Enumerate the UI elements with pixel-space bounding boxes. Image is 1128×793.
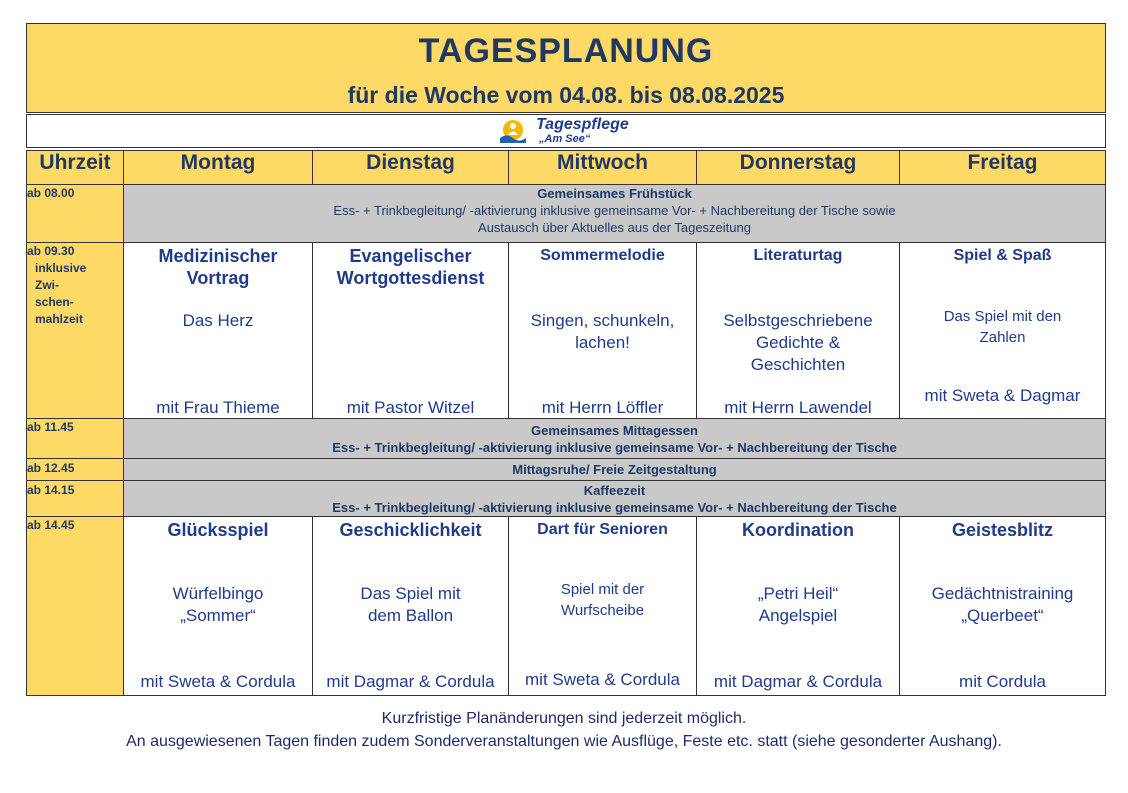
activity-cell-thursday (697, 517, 900, 696)
activity-title: Sommermelodie (540, 247, 665, 264)
coffee-band (124, 481, 1106, 517)
activity-host: mit Herrn Lawendel (724, 398, 872, 417)
logo-row (26, 114, 1106, 148)
band-line: Austausch über Aktuelles aus der Tageszeitung (478, 220, 751, 235)
time-line: ab 09.30 (27, 244, 75, 258)
activity-cell-monday (124, 243, 313, 419)
table-row (27, 243, 1106, 419)
activity-title: Geschicklichkeit (339, 520, 482, 540)
activity-host: mit Cordula (959, 672, 1046, 691)
activity-title: Koordination (742, 520, 854, 540)
activity-description: Das Spiel mit dem Ballon (360, 584, 461, 625)
activity-cell-monday (124, 517, 313, 696)
time-line: inklusive (35, 261, 87, 275)
header-row (27, 151, 1106, 185)
table-row (27, 185, 1106, 243)
table-row (27, 419, 1106, 459)
activity-title: Medizinischer Vortrag (158, 246, 278, 288)
activity-title: Spiel & Spaß (953, 247, 1052, 264)
time-line: schen- (35, 295, 74, 309)
activity-title: Evangelischer Wortgottesdienst (336, 246, 485, 288)
activity-host: mit Sweta & Cordula (140, 672, 296, 691)
table-row (27, 517, 1106, 696)
activity-title: Glücksspiel (167, 520, 269, 540)
activity-cell-wednesday (509, 243, 697, 419)
time-cell: ab 11.45 (27, 419, 124, 459)
band-line: Ess- + Trinkbegleitung/ -aktivierung inklusive gemeinsame Vor- + Nachbereitung der Tische (332, 439, 897, 455)
activity-cell-wednesday (509, 517, 697, 696)
column-header-wednesday: Mittwoch (509, 151, 697, 185)
activity-host: mit Dagmar & Cordula (326, 672, 495, 691)
activity-description: „Petri Heil“ Angelspiel (757, 584, 839, 625)
band-line: Ess- + Trinkbegleitung/ -aktivierung inklusive gemeinsame Vor- + Nachbereitung der Tische (332, 499, 897, 515)
time-cell (27, 243, 124, 419)
activity-host: mit Herrn Löffler (541, 398, 664, 417)
column-header-thursday: Donnerstag (697, 151, 900, 185)
time-line: mahlzeit (35, 312, 84, 326)
activity-host: mit Sweta & Dagmar (924, 386, 1081, 405)
activity-cell-thursday (697, 243, 900, 419)
column-header-monday: Montag (124, 151, 313, 185)
activity-description: Das Spiel mit den Zahlen (943, 308, 1062, 346)
activity-description: Das Herz (182, 311, 254, 330)
time-line: Zwi- (35, 278, 59, 292)
activity-cell-tuesday (313, 243, 509, 419)
activity-host: mit Frau Thieme (156, 398, 280, 417)
schedule-table (26, 150, 1106, 696)
time-cell: ab 14.15 (27, 481, 124, 517)
activity-cell-tuesday (313, 517, 509, 696)
time-cell: ab 14.45 (27, 517, 124, 696)
column-header-time: Uhrzeit (27, 151, 124, 185)
page-title: TAGESPLANUNG (418, 32, 714, 70)
lunch-band (124, 419, 1106, 459)
logo-name: Tagespflege (536, 116, 629, 133)
band-title: Mittagsruhe/ Freie Zeitgestaltung (512, 462, 717, 477)
activity-title: Dart für Senioren (537, 521, 668, 538)
page-subtitle: für die Woche vom 04.08. bis 08.08.2025 (347, 82, 785, 108)
time-cell: ab 12.45 (27, 459, 124, 481)
activity-description: Spiel mit der Wurfscheibe (560, 581, 645, 619)
table-row (27, 459, 1106, 481)
footer-note: An ausgewiesenen Tagen finden zudem Sonderveranstaltungen wie Ausflüge, Feste etc. statt (siehe gesonderter Aushang). (126, 733, 1002, 750)
activity-title: Literaturtag (753, 247, 843, 264)
activity-description: Selbstgeschriebene Gedichte & Geschichten (723, 311, 873, 374)
logo (499, 116, 649, 146)
band-line: Ess- + Trinkbegleitung/ -aktivierung inklusive gemeinsame Vor- + Nachbereitung der Tische sowie (333, 203, 896, 218)
rest-band (124, 459, 1106, 481)
title-banner (26, 23, 1106, 113)
band-title: Gemeinsames Mittagessen (531, 422, 698, 438)
column-header-friday: Freitag (900, 151, 1106, 185)
footer-note: Kurzfristige Planänderungen sind jederzeit möglich. (381, 710, 747, 727)
band-title: Gemeinsames Frühstück (537, 186, 692, 201)
logo-subname: „Am See“ (539, 133, 591, 145)
activity-description: Gedächtnistraining „Querbeet“ (931, 584, 1074, 625)
column-header-tuesday: Dienstag (313, 151, 509, 185)
breakfast-band (124, 185, 1106, 243)
activity-cell-friday (900, 243, 1106, 419)
activity-description: Singen, schunkeln, lachen! (530, 311, 675, 352)
activity-cell-friday (900, 517, 1106, 696)
band-title: Kaffeezeit (583, 482, 646, 498)
table-row (27, 481, 1106, 517)
time-cell: ab 08.00 (27, 185, 124, 243)
sun-wave-logo-icon (499, 117, 527, 145)
activity-host: mit Dagmar & Cordula (713, 672, 883, 691)
activity-host: mit Sweta & Cordula (525, 670, 680, 689)
activity-host: mit Pastor Witzel (346, 398, 475, 417)
activity-description: Würfelbingo „Sommer“ (172, 584, 264, 625)
activity-title: Geistesblitz (951, 520, 1054, 540)
